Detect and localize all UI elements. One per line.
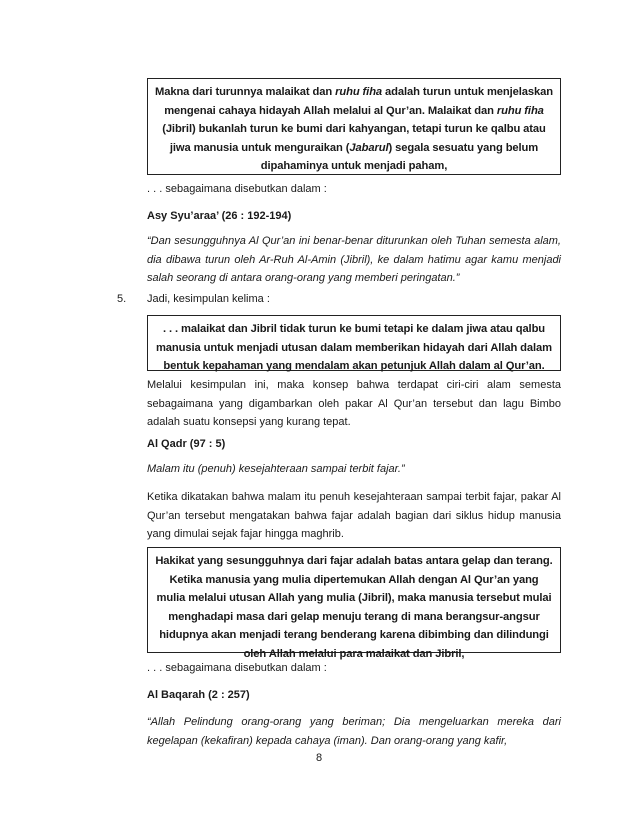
verse-quote-3: “Allah Pelindung orang-orang yang beriman; Dia mengeluarkan mereka dari kegelapan (kekafiran) kepada cahaya (iman). Dan orang-orang yang kafir,	[147, 716, 561, 747]
box1-term: Jabarul	[349, 141, 389, 154]
verse-reference-1: Asy Syu’araa’ (26 : 192-194)	[147, 210, 292, 222]
box1-term: ruhu fiha	[335, 86, 383, 98]
highlight-box-1	[147, 78, 561, 175]
paragraph-fajar: Ketika dikatakan bahwa malam itu penuh kesejahteraan sampai terbit fajar, pakar Al Qur’an tersebut mengatakan bahwa fajar adalah bagian dari siklus hidup manusia yang dimulai sejak fajar hingga maghrib.	[147, 491, 561, 541]
box1-text: adalah turun untuk menjelaskan mengenai cahaya hidayah Allah melalui al Qur’an. Malaikat dan	[164, 86, 554, 117]
intro-text-1: . . . sebagaimana disebutkan dalam :	[147, 183, 327, 195]
highlight-box-3: Hakikat yang sesungguhnya dari fajar adalah batas antara gelap dan terang. Ketika manusia yang mulia dipertemukan Allah dengan Al Qur’an yang mulia melalui utusan Allah yang mulia (Jibril), maka manusia tersebut mulai menghadapi masa dari gelap menuju terang di mana berangsur-angsur hidupnya akan menjadi terang benderang karena dibimbing dan dilindungi oleh Allah melalui para malaikat dan Jibril,	[147, 547, 561, 653]
verse-quote-2: Malam itu (penuh) kesejahteraan sampai terbit fajar.”	[147, 463, 405, 475]
box1-term: ruhu fiha	[496, 104, 544, 117]
verse-reference-2: Al Qadr (97 : 5)	[147, 438, 226, 450]
intro-text-2: . . . sebagaimana disebutkan dalam :	[147, 662, 327, 674]
box1-text: (Jibril) bukanlah turun ke bumi dari kahyangan, tetapi turun ke qalbu atau jiwa manusia untuk menguraikan (	[162, 123, 546, 154]
paragraph-conclusion: Melalui kesimpulan ini, maka konsep bahwa terdapat ciri-ciri alam semesta sebagaimana yang digambarkan oleh pakar Al Qur’an tersebut dan lagu Bimbo adalah suatu konsepsi yang kurang tepat.	[147, 379, 561, 429]
list-number-5: 5.	[117, 293, 127, 305]
box1-text: ) segala sesuatu yang belum dipahaminya untuk menjadi paham,	[260, 141, 539, 173]
page-number: 8	[315, 752, 323, 764]
highlight-box-2: . . . malaikat dan Jibril tidak turun ke bumi tetapi ke dalam jiwa atau qalbu manusia untuk menjadi utusan dalam memberikan hidayah dari Allah dalam bentuk kepahaman yang mendalam akan petunjuk Allah dalam al Qur’an.	[147, 315, 561, 371]
box1-text: Makna dari turunnya malaikat dan	[154, 86, 336, 98]
verse-reference-3: Al Baqarah (2 : 257)	[147, 689, 250, 701]
list-item-5-text: Jadi, kesimpulan kelima :	[147, 293, 270, 305]
verse-quote-1: “Dan sesungguhnya Al Qur’an ini benar-benar diturunkan oleh Tuhan semesta alam, dia dibawa turun oleh Ar-Ruh Al-Amin (Jibril), ke dalam hatimu agar kamu menjadi salah seorang di antara orang-orang yang memberi peringatan.”	[147, 235, 561, 285]
